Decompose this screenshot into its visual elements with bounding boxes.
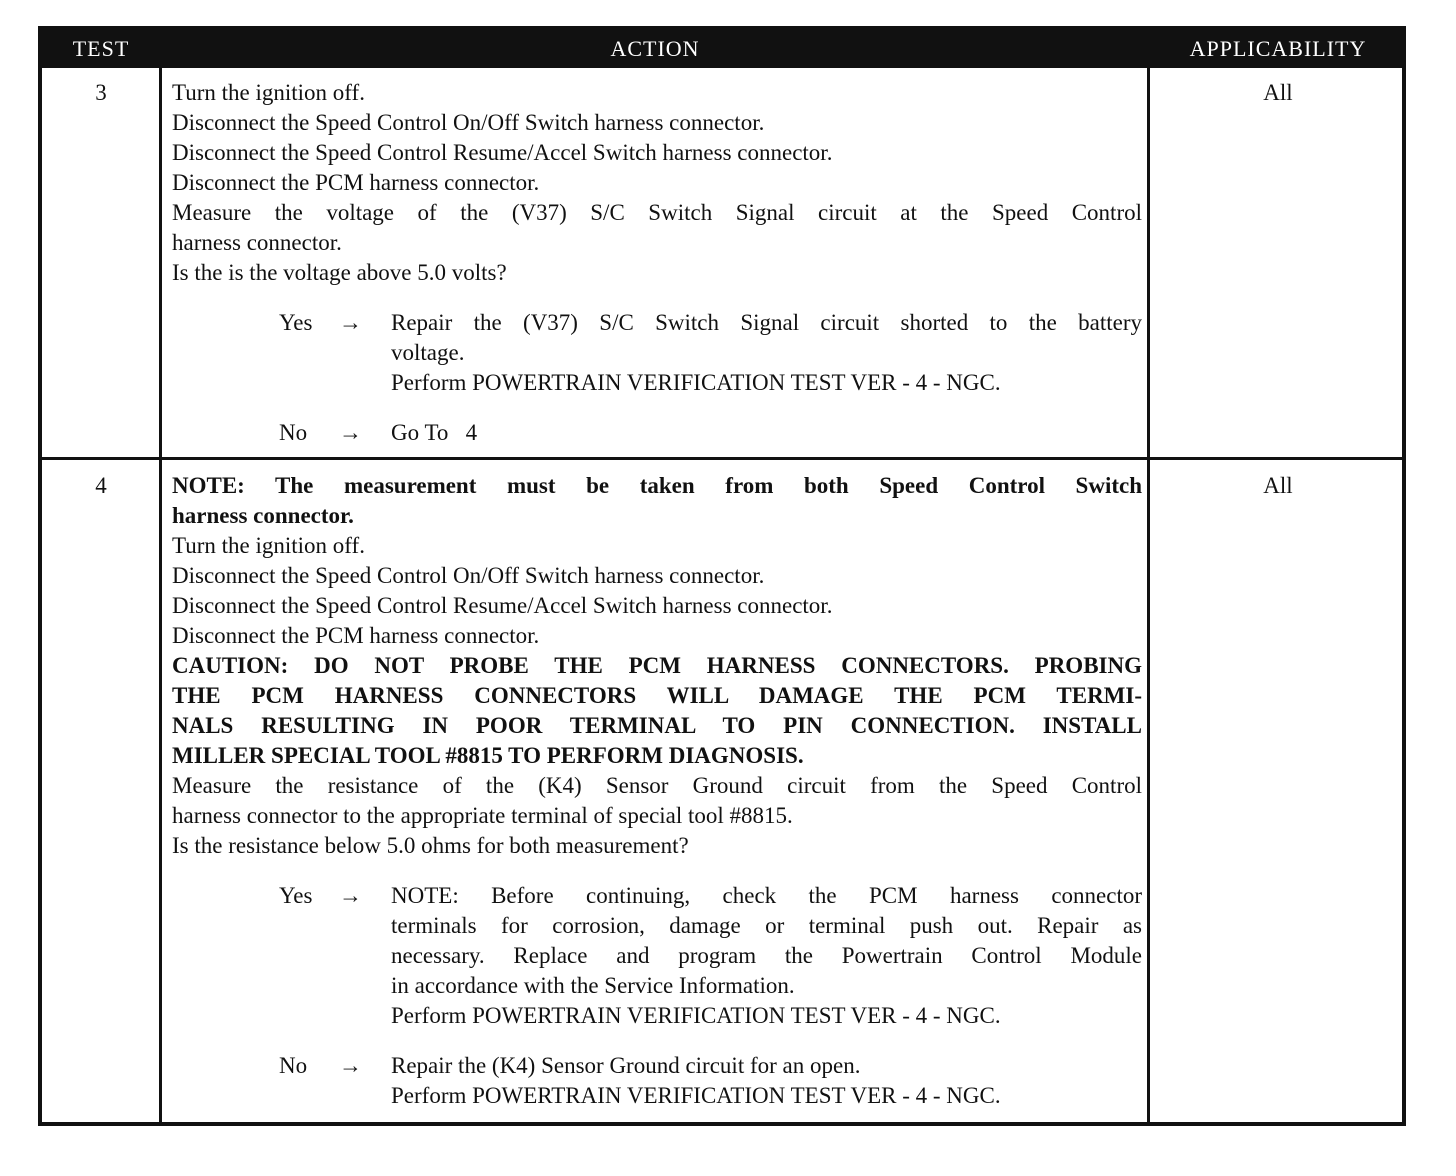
applicability-3: All — [1263, 80, 1293, 105]
step: Disconnect the Speed Control On/Off Switch harness connector. — [172, 563, 765, 588]
header-action: ACTION — [610, 36, 700, 61]
column-divider-test — [159, 68, 162, 1122]
arrow-icon: → — [339, 1053, 362, 1078]
arrow-icon: → — [339, 310, 362, 335]
action-4 — [172, 471, 1142, 1111]
no-label: No — [279, 1053, 308, 1078]
yes-branch — [279, 881, 1142, 1031]
note: NOTE: The measurement must be taken from both Speed Control Switch — [172, 473, 1142, 498]
step: Disconnect the PCM harness connector. — [172, 170, 540, 195]
yes-text: in accordance with the Service Information. — [391, 973, 795, 998]
yes-text: Perform POWERTRAIN VERIFICATION TEST VER - 4 - NGC. — [391, 1003, 1001, 1028]
applicability-4: All — [1263, 473, 1293, 498]
no-branch — [279, 418, 1142, 448]
step: Is the is the voltage above 5.0 volts? — [172, 260, 507, 285]
header-test: TEST — [72, 36, 130, 61]
step: harness connector to the appropriate terminal of special tool #8815. — [172, 803, 793, 828]
yes-text: NOTE: Before continuing, check the PCM harness connector — [391, 883, 1142, 908]
caution: CAUTION: DO NOT PROBE THE PCM HARNESS CONNECTORS. PROBING — [172, 653, 1142, 678]
yes-branch — [279, 308, 1142, 398]
yes-text: voltage. — [391, 340, 465, 365]
yes-text: Repair the (V37) S/C Switch Signal circuit shorted to the battery — [391, 310, 1142, 335]
step: Disconnect the Speed Control On/Off Switch harness connector. — [172, 110, 765, 135]
action-3 — [172, 78, 1142, 448]
table-header — [42, 30, 1402, 68]
step: Turn the ignition off. — [172, 533, 365, 558]
step: Is the resistance below 5.0 ohms for both measurement? — [172, 833, 689, 858]
caution: NALS RESULTING IN POOR TERMINAL TO PIN CONNECTION. INSTALL — [172, 713, 1142, 738]
yes-text: terminals for corrosion, damage or terminal push out. Repair as — [391, 913, 1142, 938]
arrow-icon: → — [339, 883, 362, 908]
caution: THE PCM HARNESS CONNECTORS WILL DAMAGE THE PCM TERMI- — [172, 683, 1142, 708]
no-label: No — [279, 420, 308, 445]
test-number-3: 3 — [95, 80, 107, 105]
arrow-icon: → — [339, 420, 362, 445]
step: Disconnect the PCM harness connector. — [172, 623, 540, 648]
note: harness connector. — [172, 503, 354, 528]
yes-label: Yes — [279, 310, 313, 335]
row-divider — [42, 457, 1402, 460]
yes-text: Perform POWERTRAIN VERIFICATION TEST VER - 4 - NGC. — [391, 370, 1001, 395]
no-text: Repair the (K4) Sensor Ground circuit for an open. — [391, 1053, 861, 1078]
no-branch — [279, 1051, 1142, 1111]
test-number-4: 4 — [95, 473, 107, 498]
no-text: Perform POWERTRAIN VERIFICATION TEST VER - 4 - NGC. — [391, 1083, 1001, 1108]
caution: MILLER SPECIAL TOOL #8815 TO PERFORM DIAGNOSIS. — [172, 743, 804, 768]
header-applicability: APPLICABILITY — [1189, 36, 1367, 61]
column-divider-action — [1147, 68, 1150, 1122]
step: Measure the resistance of the (K4) Sensor Ground circuit from the Speed Control — [172, 773, 1142, 798]
diagnostic-table — [38, 26, 1406, 1126]
step: harness connector. — [172, 230, 342, 255]
step: Disconnect the Speed Control Resume/Accel Switch harness connector. — [172, 593, 833, 618]
step: Disconnect the Speed Control Resume/Accel Switch harness connector. — [172, 140, 833, 165]
step: Turn the ignition off. — [172, 80, 365, 105]
no-text: Go To 4 — [391, 420, 478, 445]
yes-label: Yes — [279, 883, 313, 908]
step: Measure the voltage of the (V37) S/C Switch Signal circuit at the Speed Control — [172, 200, 1142, 225]
yes-text: necessary. Replace and program the Powertrain Control Module — [391, 943, 1142, 968]
